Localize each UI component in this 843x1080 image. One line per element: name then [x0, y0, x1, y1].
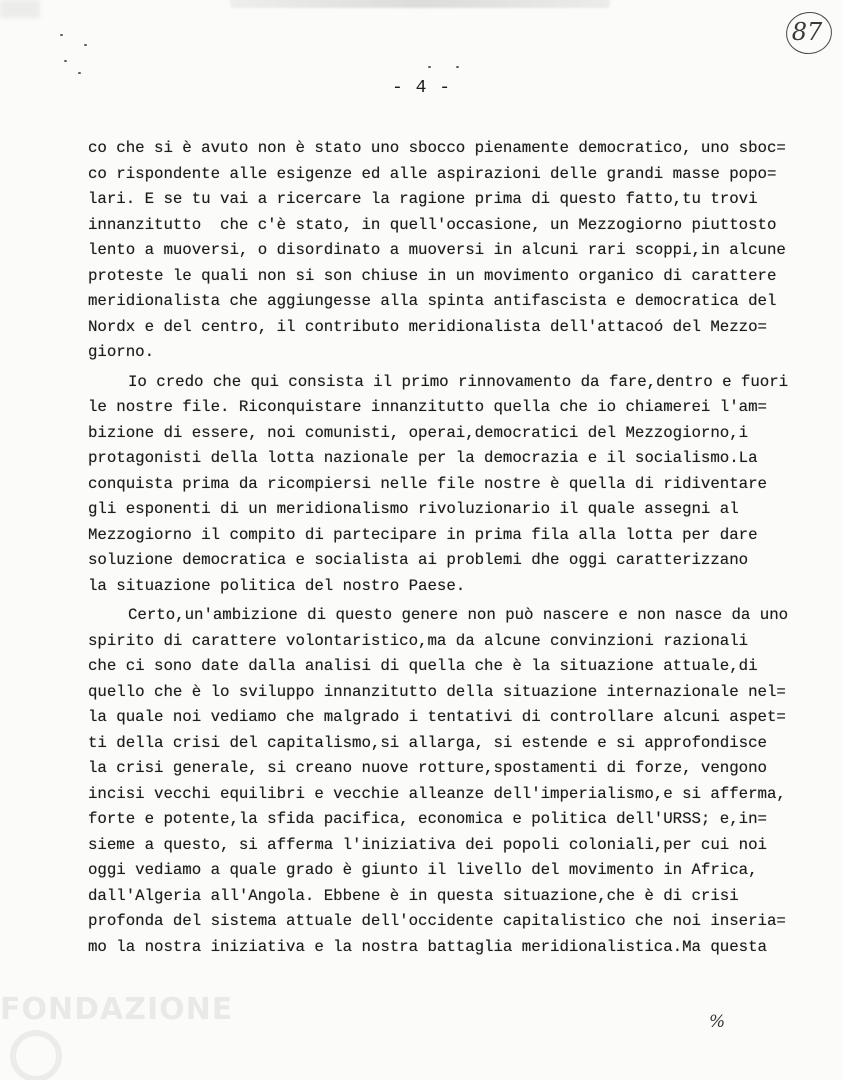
text-line: bizione di essere, noi comunisti, operai,democratici del Mezzogiorno,i [88, 423, 749, 442]
text-line: conquista prima da ricompiersi nelle file nostre è quella di ridiventare [88, 474, 767, 493]
text-line: la crisi generale, si creano nuove rotture,spostamenti di forze, vengono [88, 759, 767, 777]
text-line: forte e potente,la sfida pacifica, economica e politica dell'URSS; e,in= [88, 810, 767, 828]
text-line: giorno. [88, 343, 155, 361]
text-line: protagonisti della lotta nazionale per la democrazia e il socialismo.La [88, 449, 758, 467]
text-line: che ci sono date dalla analisi di quella che è la situazione attuale,di [88, 657, 758, 675]
corner-smudge [0, 0, 40, 18]
archive-number: 87 [791, 18, 823, 46]
text-line: lento a muoversi, o disordinato a muoversi in alcuni rari scoppi,in alcune [88, 241, 786, 259]
speck [456, 66, 459, 68]
text-line: Nordx e del centro, il contributo meridionalista dell'attacoó del Mezzo= [88, 317, 767, 336]
speck [84, 44, 87, 46]
text-line: meridionalista che aggiungesse alla spinta antifascista e democratica del [88, 292, 777, 310]
text-line: Mezzogiorno il compito di partecipare in prima fila alla lotta per dare [88, 525, 758, 544]
text-line: mo la nostra iniziativa e la nostra battaglia meridionalistica.Ma questa [88, 937, 767, 956]
text-line: spirito di carattere volontaristico,ma da alcune convinzioni razionali [88, 631, 749, 650]
text-line: sieme a questo, si afferma l'iniziativa dei popoli coloniali,per cui noi [88, 835, 767, 854]
text-line: oggi vediamo a quale grado è giunto il livello del movimento in Africa, [88, 861, 758, 879]
text-line: Io credo che qui consista il primo rinnovamento da fare,dentro e fuori [128, 372, 789, 391]
speck [428, 66, 431, 68]
text-line: innanzitutto che c'è stato, in quell'occasione, un Mezzogiorno piuttosto [88, 215, 777, 234]
text-line: gli esponenti di un meridionalismo rivoluzionario il quale assegni al [88, 500, 739, 518]
archive-watermark: FONDAZIONE [0, 992, 234, 1027]
text-line: lari. E se tu vai a ricercare la ragione prima di questo fatto,tu trovi [88, 190, 758, 208]
watermark-logo-icon [10, 1030, 62, 1080]
text-line: la quale noi vediamo che malgrado i tentativi di controllare alcuni aspet= [88, 708, 786, 726]
text-line: proteste le quali non si son chiuse in un movimento organico di carattere [88, 266, 777, 285]
text-line: soluzione democratica e socialista ai problemi dhe oggi caratterizzano [88, 551, 749, 569]
typewritten-body [88, 136, 816, 960]
ink-dots [426, 66, 466, 72]
text-line: la situazione politica del nostro Paese. [88, 576, 466, 595]
page-number: - 4 - [391, 78, 451, 98]
text-line: co rispondente alle esigenze ed alle aspirazioni delle grandi masse popo= [88, 164, 777, 183]
speck [64, 60, 67, 62]
text-line: le nostre file. Riconquistare innanzitutto quella che io chiamerei l'am= [88, 398, 767, 416]
speck [60, 34, 63, 36]
paragraph-2 [88, 370, 816, 600]
speck [78, 72, 81, 74]
text-line: profonda del sistema attuale dell'occidente capitalistico che noi inseria= [88, 912, 786, 930]
text-line: co che si è avuto non è stato uno sbocco pienamente democratico, uno sboc= [88, 139, 786, 157]
text-line: ti della crisi del capitalismo,si allarga, si estende e si approfondisce [88, 733, 767, 752]
continuation-mark: % [709, 1012, 726, 1032]
text-line: quello che è lo sviluppo innanzitutto della situazione internazionale nel= [88, 682, 786, 701]
paragraph-1 [88, 136, 816, 366]
text-line: incisi vecchi equilibri e vecchie alleanze dell'imperialismo,e si afferma, [88, 784, 786, 803]
text-line: dall'Algeria all'Angola. Ebbene è in questa situazione,che è di crisi [88, 886, 739, 905]
text-line: Certo,un'ambizione di questo genere non può nascere e non nasce da uno [128, 606, 789, 624]
bleed-through-shadow [230, 0, 610, 8]
paragraph-3 [88, 603, 816, 960]
